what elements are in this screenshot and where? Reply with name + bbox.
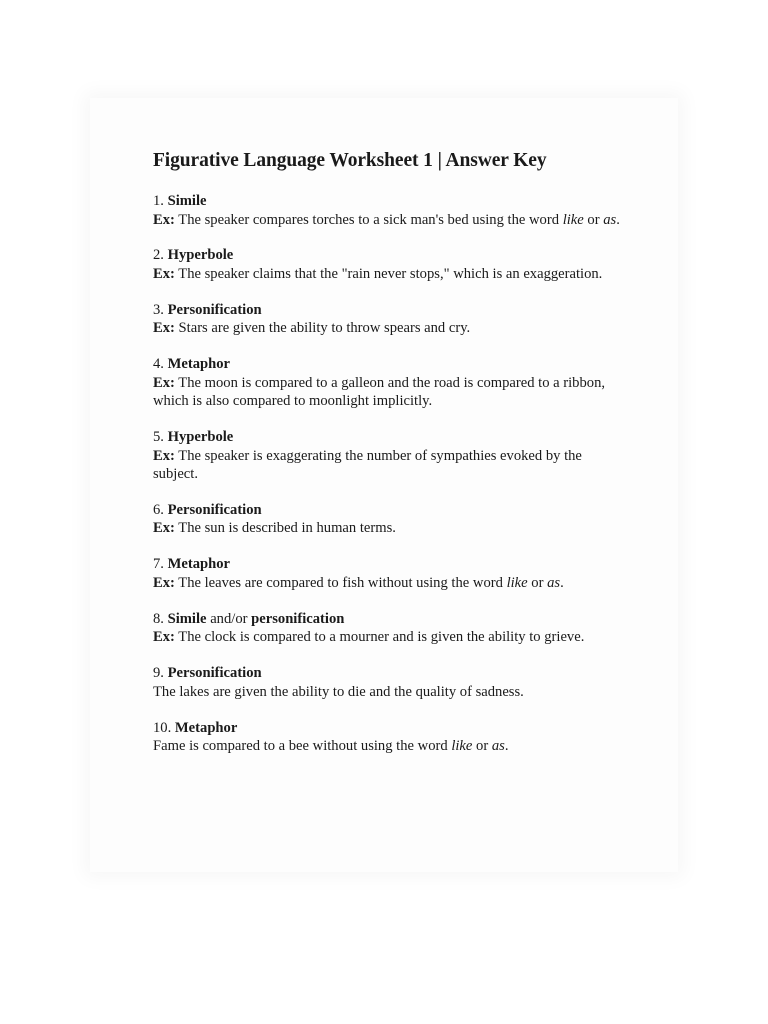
answer-term: Personification xyxy=(167,665,262,682)
answer-heading xyxy=(153,664,623,683)
example-text: Fame is compared to a bee without using the word xyxy=(153,738,448,755)
emphasis-word: like xyxy=(562,211,584,228)
example-label: Ex: xyxy=(153,447,175,464)
example-text: . xyxy=(504,738,509,755)
answer-heading xyxy=(153,719,623,738)
answer-item xyxy=(153,610,623,647)
answer-heading xyxy=(153,192,623,211)
term-connector: and/or xyxy=(210,610,248,627)
example-text: Stars are given the ability to throw spears and cry. xyxy=(178,320,471,337)
answer-term-secondary: personification xyxy=(251,610,345,627)
answer-heading xyxy=(153,428,623,447)
example-text: or xyxy=(587,211,600,228)
answer-number: 9. xyxy=(153,665,164,682)
answer-heading xyxy=(153,355,623,374)
example-text: The moon is compared to a galleon and the road is compared to a ribbon, which is also compared to moonlight implicitly. xyxy=(153,374,606,410)
answer-item xyxy=(153,664,623,701)
example-text: or xyxy=(476,738,489,755)
answer-term: Simile xyxy=(167,610,207,627)
example-label: Ex: xyxy=(153,574,175,591)
answer-number: 8. xyxy=(153,610,164,627)
answer-number: 5. xyxy=(153,429,164,446)
example-text: The speaker claims that the "rain never stops," which is an exaggeration. xyxy=(178,265,603,282)
answer-term: Personification xyxy=(167,301,262,318)
answer-term: Hyperbole xyxy=(167,429,234,446)
answer-key-content xyxy=(153,148,623,773)
answer-item xyxy=(153,719,623,756)
example-text: or xyxy=(531,574,544,591)
emphasis-word: as xyxy=(547,574,561,591)
answer-heading xyxy=(153,501,623,520)
answer-item xyxy=(153,501,623,538)
answer-heading xyxy=(153,246,623,265)
page-title: Figurative Language Worksheet 1 | Answer Key xyxy=(153,150,547,171)
emphasis-word: as xyxy=(603,211,617,228)
answer-number: 7. xyxy=(153,556,164,573)
answer-number: 10. xyxy=(153,719,172,736)
example-text: . xyxy=(560,574,564,591)
emphasis-word: as xyxy=(491,738,505,755)
example-text: The clock is compared to a mourner and is given the ability to grieve. xyxy=(178,629,585,646)
emphasis-word: like xyxy=(506,574,528,591)
example-text: The leaves are compared to fish without using the word xyxy=(178,574,503,591)
answer-number: 1. xyxy=(153,193,164,209)
example-text: The speaker is exaggerating the number of sympathies evoked by the subject. xyxy=(153,447,582,483)
example-text: The sun is described in human terms. xyxy=(178,520,396,537)
answer-number: 4. xyxy=(153,356,164,373)
example-label: Ex: xyxy=(153,629,175,646)
answer-term: Simile xyxy=(167,193,207,209)
answer-term: Metaphor xyxy=(174,719,238,736)
answer-term: Metaphor xyxy=(167,356,231,373)
example-text: . xyxy=(616,211,620,228)
answer-number: 2. xyxy=(153,247,164,264)
example-text: The lakes are given the ability to die and the quality of sadness. xyxy=(153,683,524,700)
answer-term: Metaphor xyxy=(167,556,231,573)
answer-term: Personification xyxy=(167,501,262,518)
answer-heading xyxy=(153,610,623,629)
example-label: Ex: xyxy=(153,211,175,228)
answer-number: 3. xyxy=(153,301,164,318)
example-label: Ex: xyxy=(153,374,175,391)
answer-heading xyxy=(153,555,623,574)
answer-item xyxy=(153,192,623,229)
answer-item xyxy=(153,301,623,338)
answer-number: 6. xyxy=(153,501,164,518)
answer-heading xyxy=(153,301,623,320)
example-text: The speaker compares torches to a sick man's bed using the word xyxy=(178,211,560,228)
example-label: Ex: xyxy=(153,320,175,337)
answer-item xyxy=(153,428,623,484)
answer-item xyxy=(153,246,623,283)
example-label: Ex: xyxy=(153,265,175,282)
answer-term: Hyperbole xyxy=(167,247,234,264)
emphasis-word: like xyxy=(451,738,473,755)
example-label: Ex: xyxy=(153,520,175,537)
answer-item xyxy=(153,355,623,411)
answer-item xyxy=(153,555,623,592)
